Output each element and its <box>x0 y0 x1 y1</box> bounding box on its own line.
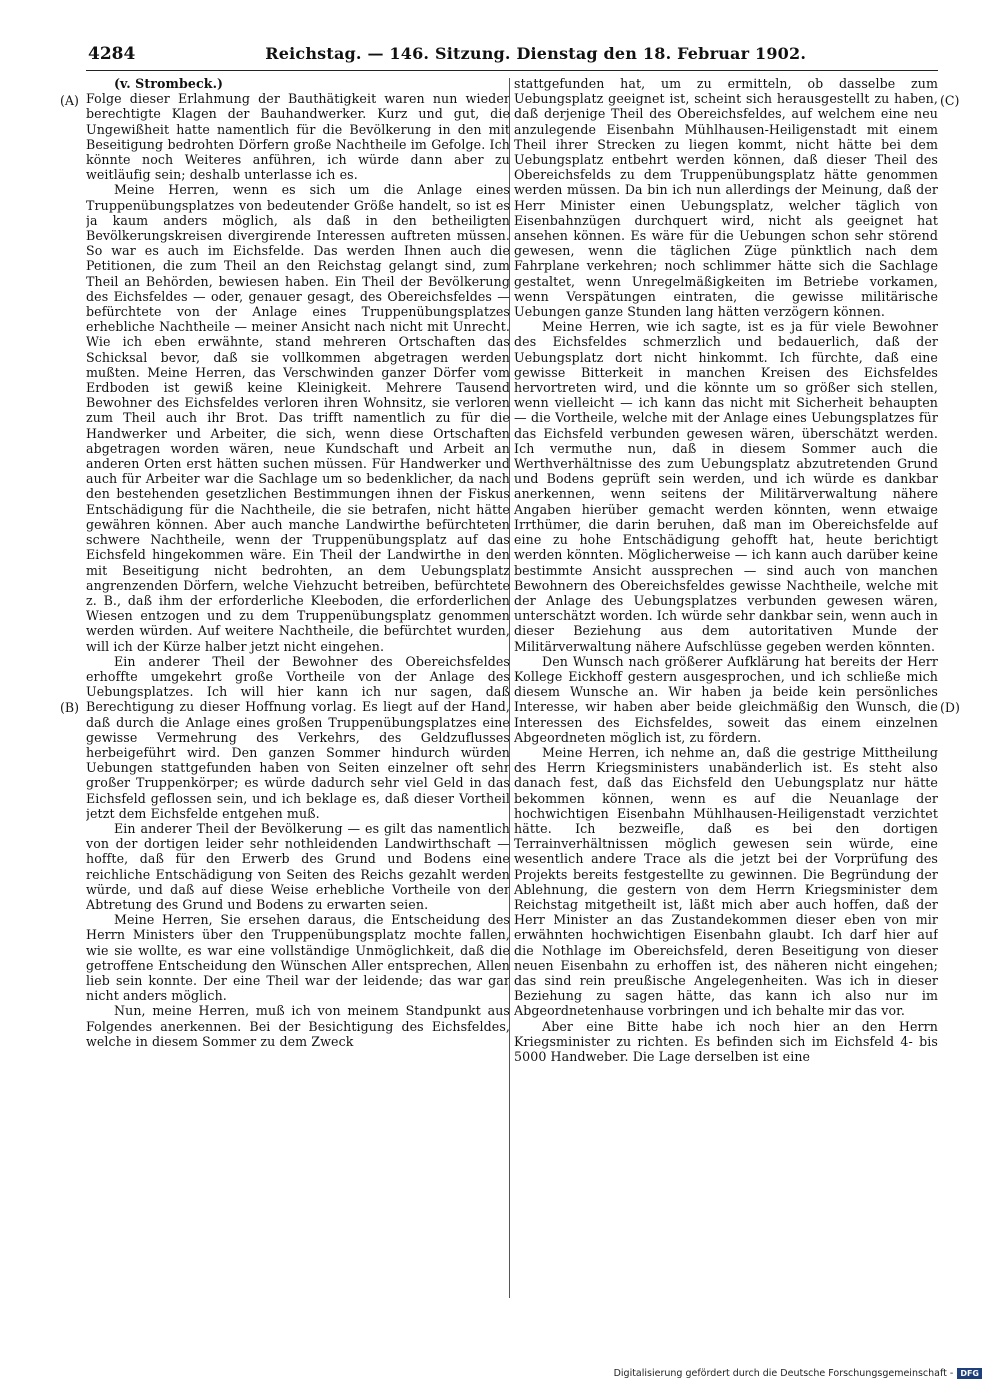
digitization-footer <box>614 1366 982 1380</box>
speaker-label: (v. Strombeck.) <box>114 76 224 91</box>
paragraph: Meine Herren, wie ich sagte, ist es ja für viele Bewohner des Eichsfeldes schmerzlich und bedauerlich, daß der Uebungsplatz dort nicht hinkommt. Ich fürchte, daß eine gewisse Bitterkeit in manchen Kreisen des Eichsfeldes hervortreten wird, und die könnte um so größer sich stellen, wenn vielleicht — ich kann das nicht mit Sicherheit behaupten — die Vortheile, welche mit der Anlage eines Uebungsplatzes für das Eichsfeld verbunden gewesen wären, überschätzt werden. Ich vermuthe nun, daß in diesem Sommer auch die Werthverhältnisse des zum Uebungsplatz abzutretenden Grund und Bodens geprüft sein werden, und ich würde es dankbar anerkennen, wenn seitens der Militärverwaltung nähere Angaben hierüber gemacht werden könnten, wenn etwaige Irrthümer, die darin beruhen, daß man im Obereichsfelde auf eine zu hohe Entschädigung gehofft hat, heute berichtigt werden könnten. Möglicherweise — ich kann auch darüber keine bestimmte Ansicht aussprechen — sind auch von manchen Bewohnern des Obereichsfeldes gewisse Nachtheile, welche mit der Anlage des Uebungsplatzes verbunden gewesen wären, unterschätzt worden. Ich würde sehr dankbar sein, wenn auch in dieser Beziehung aus dem autoritativen Munde der Militärverwaltung nähere Aufschlüsse gegeben werden könnten. <box>514 319 938 654</box>
paragraph: Ein anderer Theil der Bewohner des Obereichsfeldes erhoffte umgekehrt große Vortheile von der Anlage des Uebungsplatzes. Ich will hier kann ich nur sagen, daß Berechtigung zu dieser Hoffnung vorlag. Es liegt auf der Hand, daß durch die Anlage eines großen Truppenübungsplatzes eine gewisse Vermehrung des Verkehrs, des Geldzuflusses herbeigeführt wird. Den ganzen Sommer hindurch würden Uebungen stattgefunden haben von Seiten einzelner oft sehr großer Truppenkörper; es würde dadurch sehr viel Geld in das Eichsfeld geflossen sein, und ich beklage es, daß dieser Vortheil jetzt dem Eichsfelde entgehen muß. <box>86 653 510 821</box>
page-header <box>88 44 936 70</box>
margin-marker-c: (C) <box>940 93 960 108</box>
paragraph: Meine Herren, Sie ersehen daraus, die Entscheidung des Herrn Ministers über den Truppenübungsplatz mochte fallen, wie sie wollte, es war eine vollständige Unmöglichkeit, daß die getroffene Entscheidung den Wünschen Aller entsprechen, Allen lieb sein konnte. Der eine Theil war der leidende; das war gar nicht anders möglich. <box>86 912 510 1004</box>
column-separator <box>509 78 510 1298</box>
dfg-logo: DFG <box>957 1368 982 1379</box>
paragraph: Meine Herren, ich nehme an, daß die gestrige Mittheilung des Herrn Kriegsministers unabänderlich ist. Es steht also danach fest, daß das Eichsfeld den Uebungsplatz nur hätte bekommen können, wenn es auf die Neuanlage der hochwichtigen Eisenbahn Mühlhausen-Heiligenstadt verzichtet hätte. Ich bezweifle, daß es bei den dortigen Terrainverhältnissen möglich gewesen sein würde, eine wesentlich andere Trace als die jetzt bei der Vorprüfung des Projekts bereits festgestellte zu gewinnen. Die Begründung der Ablehnung, die gestern von dem Herrn Kriegsminister dem Reichstag mitgetheilt ist, läßt mich aber auch hoffen, daß der Herr Minister an das Zustandekommen dieser eben von mir erwähnten hochwichtigen Eisenbahn glaubt. Ich darf hier auf die Nothlage im Obereichsfeld, deren Beseitigung von dieser neuen Eisenbahn zu erhoffen ist, des näheren nicht eingehen; das sind rein preußische Angelegenheiten. Was ich in dieser Beziehung zu sagen hätte, das kann ich also nur im Abgeordnetenhause vorbringen und ich behalte mir das vor. <box>514 744 938 1019</box>
paragraph: Nun, meine Herren, muß ich von meinem Standpunkt aus Folgendes anerkennen. Bei der Besichtigung des Eichsfeldes, welche in diesem Sommer zu dem Zweck <box>86 1003 510 1049</box>
running-title: Reichstag. — 146. Sitzung. Dienstag den 18. Februar 1902. <box>265 44 807 63</box>
paragraph: Folge dieser Erlahmung der Bauthätigkeit waren nun wieder berechtigte Klagen der Bauhandwerker. Kurz und gut, die Ungewißheit hatte namentlich für die Bevölkerung in den mit Beseitigung bedrohten Dörfern große Nachtheile im Gefolge. Ich könnte noch Weiteres anführen, ich würde dann aber zu weitläufig sein; deshalb unterlasse ich es. <box>86 91 510 183</box>
paragraph: Ein anderer Theil der Bevölkerung — es gilt das namentlich von der dortigen leider sehr nothleidenden Landwirthschaft — hoffte, daß für den Erwerb des Grund und Bodens eine reichliche Entschädigung von Seiten des Reichs gezahlt werden würde, und daß auf diese Weise erhebliche Vortheile von der Abtretung des Grund und Bodens zu erwarten seien. <box>86 820 510 912</box>
footer-text: Digitalisierung gefördert durch die Deutsche Forschungsgemeinschaft - <box>613 1367 954 1379</box>
paragraph: stattgefunden hat, um zu ermitteln, ob dasselbe zum Uebungsplatz geeignet ist, scheint sich herausgestellt zu haben, daß derjenige Theil des Obereichsfeldes, auf welchem eine neu anzulegende Eisenbahn Mühlhausen-Heiligenstadt mit einem Theil ihrer Strecken zu liegen kommt, nicht hätte bei dem Uebungsplatz entbehrt werden können, daß dieser Theil des Obereichsfelds zu dem Truppenübungsplatz hätte genommen werden müssen. Da bin ich nun allerdings der Meinung, daß der Herr Minister einen Uebungsplatz, welcher täglich von Eisenbahnzügen durchquert wird, nicht als geeignet hat ansehen können. Es wäre für die Uebungen schon sehr störend gewesen, wenn die täglichen Züge pünktlich nach dem Fahrplane verkehren; noch schlimmer hätte sich die Sachlage gestaltet, wenn Unregelmäßigkeiten im Betriebe vorkamen, wenn Verspätungen eintraten, die gewisse militärische Uebungen ganze Stunden lang hätten verzögern können. <box>514 76 938 320</box>
left-column <box>86 76 510 1306</box>
paragraph: Meine Herren, wenn es sich um die Anlage eines Truppenübungsplatzes von bedeutender Größe handelt, so ist es ja kaum anders möglich, als daß in den betheiligten Bevölkerungskreisen divergirende Interessen auftreten müssen. So war es auch im Eichsfelde. Das werden Ihnen auch die Petitionen, die zum Theil an den Reichstag gelangt sind, zum Theil an Behörden, bewiesen haben. Ein Theil der Bevölkerung des Eichsfeldes — oder, genauer gesagt, des Obereichsfeldes — befürchtete von der Anlage eines Truppenübungsplatzes erhebliche Nachtheile — meiner Ansicht nach nicht mit Unrecht. Wie ich eben erwähnte, stand mehreren Ortschaften das Schicksal bevor, daß sie vollkommen abgetragen werden mußten. Meine Herren, das Verschwinden ganzer Dörfer vom Erdboden ist gewiß keine Kleinigkeit. Mehrere Tausend Bewohner des Eichsfeldes verloren ihren Wohnsitz, sie verloren zum Theil auch ihr Brot. Das trifft namentlich zu für die Handwerker und Arbeiter, die sich, wenn diese Ortschaften abgetragen worden wären, neue Kundschaft und Arbeit an anderen Orten erst hätten suchen müssen. Für Handwerker und auch für Arbeiter war die Sachlage um so bedenklicher, da nach den bestehenden gesetzlichen Bestimmungen ihnen der Fiskus Entschädigung für die Nachtheile, die sie betrafen, nicht hätte gewähren können. Aber auch manche Landwirthe befürchteten schwere Nachtheile, wenn der Truppenübungsplatz auf das Eichsfeld hingekommen wäre. Ein Theil der Landwirthe in den mit Beseitigung nicht bedrohten, an dem Uebungsplatz angrenzenden Dörfern, welche Viehzucht betreiben, befürchtete z. B., daß ihm der erforderliche Kleeboden, die erforderlichen Wiesen entzogen und zu dem Truppenübungsplatz genommen werden würden. Auf weitere Nachtheile, die befürchtet wurden, will ich der Kürze halber jetzt nicht eingehen. <box>86 182 510 654</box>
margin-marker-d: (D) <box>940 700 960 715</box>
header-rule <box>86 70 938 71</box>
margin-marker-b: (B) <box>60 700 80 715</box>
right-column <box>514 76 938 1306</box>
paragraph: Aber eine Bitte habe ich noch hier an den Herrn Kriegsminister zu richten. Es befinden sich im Eichsfeld 4- bis 5000 Handweber. Die Lage derselben ist eine <box>514 1018 938 1064</box>
paragraph: Den Wunsch nach größerer Aufklärung hat bereits der Herr Kollege Eickhoff gestern ausgesprochen, und ich schließe mich diesem Wunsche an. Wir haben ja beide kein persönliches Interesse, wir haben aber beide gleichmäßig den Wunsch, die Interessen des Eichsfeldes, soweit das einem einzelnen Abgeordneten möglich ist, zu fördern. <box>514 653 938 745</box>
page-number: 4284 <box>88 44 136 64</box>
margin-marker-a: (A) <box>60 93 79 108</box>
